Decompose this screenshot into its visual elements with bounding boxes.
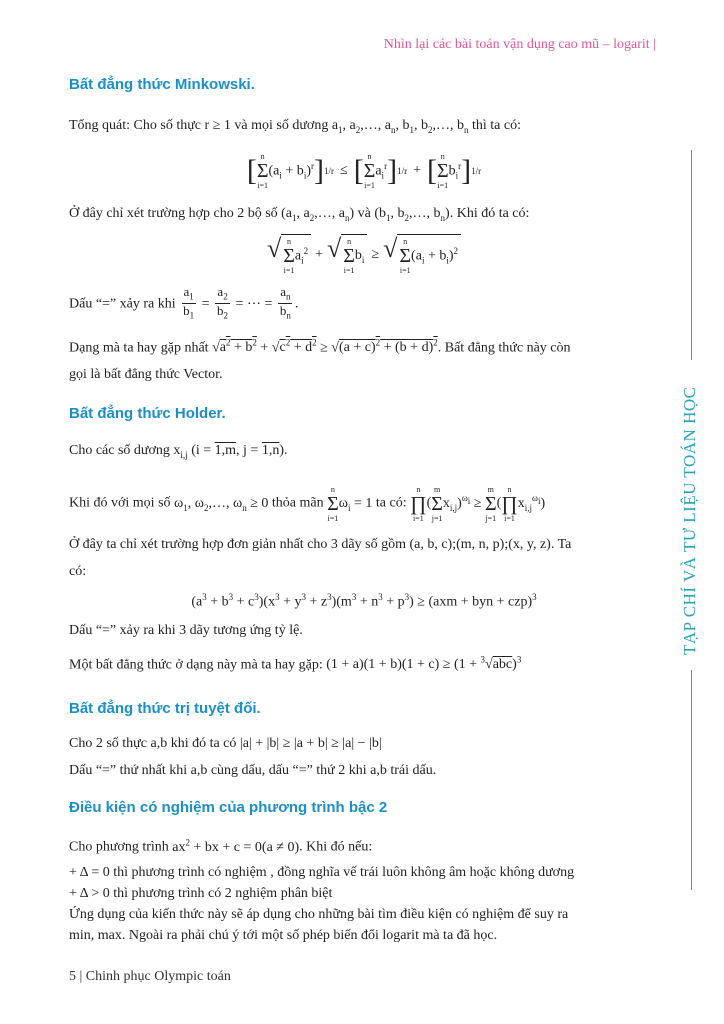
holder-three-sequences-cont: có:: [69, 563, 87, 579]
quadratic-equation: Cho phương trình $ax^2$ + bx + c = 0(a ≠ 0). Khi đó nếu:: [69, 837, 373, 855]
minkowski-intro: Tổng quát: Cho số thực r ≥ 1 và mọi số dương $a_1$, $a_2,\dots$, $a_n$, $b_1$, $b_2,\dots$, $b_n$ thì ta có:: [69, 118, 521, 135]
holder-general: Khi đó với mọi số $\omega_1$, $\omega_2,\dots$, $\omega_n \ge 0$ thỏa mãn n Σ i=1 $\omega_i = 1$ ta có: n ∏ i=1 ( m Σ j=1 $x_{i,j})^{\omega_i}$ ≥ m Σ j=1 ( n ∏ i=1 $x_{i,j}^{\omega_i}$): [69, 484, 546, 523]
quadratic-case-positive: + Δ > 0 thì phương trình có 2 nghiệm phân biệt: [69, 886, 333, 901]
holder-intro: Cho các số dương $x_{i,j}$ (i = 1,m, j = 1,n).: [69, 443, 288, 461]
absolute-statement: Cho 2 số thực a,b khi đó ta có |a| + |b| ≥ |a + b| ≥ |a| − |b|: [69, 736, 382, 752]
sidebar-title: TẠP CHÍ VÀ TƯ LIỆU TOÁN HỌC: [680, 386, 699, 655]
minkowski-equality: Dấu “=” xảy ra khi $\frac{a_1}{b_1}$ = $\frac{a_2}{b_2}$ = ⋯ = $\frac{a_n}{b_n}$ .: [69, 283, 299, 321]
page-footer: 5 | Chinh phục Olympic toán: [69, 969, 231, 984]
sidebar-line-top: [691, 150, 692, 360]
quadratic-case-zero: + Δ = 0 thì phương trình có nghiệm , đồng nghĩa vế trái luôn không âm hoặc không dương: [69, 865, 575, 880]
holder-cubic-formula: $(a^3 + b^3 + c^3)(x^3 + y^3 + z^3)(m^3 + n^3 + p^3) \ge (axm$ + byn + czp)$^3$: [191, 592, 537, 611]
quadratic-application-1: Ứng dụng của kiến thức này sẽ áp dụng cho những bài tìm điều kiện có nghiệm để suy ra: [69, 907, 569, 922]
minkowski-vector-form: Dạng mà ta hay gặp nhất $√a^2 + b^2 + √c^2 + d^2 \ge √(a + c)^2 + (b + d)^2$. Bất đẳng thức này còn: [69, 337, 571, 356]
minkowski-general-formula: [ n Σ i=1 $(a_i + b_i)^r$ ] 1/r ≤ [ n Σ i=1 $a_i^r$ ] 1/r + [ n Σ i=1 $b_i^r$ ] 1/r: [246, 151, 482, 190]
quadratic-application-2: min, max. Ngoài ra phải chú ý tới một số phép biến đổi logarit mà ta đã học.: [69, 928, 498, 943]
section-title-absolute: Bất đẳng thức trị tuyệt đối.: [69, 700, 261, 718]
section-title-minkowski: Bất đẳng thức Minkowski.: [69, 76, 255, 93]
sidebar-line-bottom: [691, 670, 692, 890]
page-header: Nhìn lại các bài toán vận dụng cao mũ – logarit |: [383, 37, 656, 52]
minkowski-root-formula: √ n Σ i=1 $a_i^2$ + √ n Σ i=1 $b_i$ ≥ √ n Σ i=1 $(a_i + b_i)^2$: [69, 233, 659, 277]
minkowski-vector-name: gọi là bất đẳng thức Vector.: [69, 367, 223, 383]
main-content: [69, 70, 659, 946]
holder-common-form: Một bất đẳng thức ở dạng này mà ta hay gặp: $(1 + a)(1 + b)(1 + c) \ge (1 + ^3√abc)^3$: [69, 654, 522, 673]
minkowski-two-sets: Ở đây chỉ xét trường hợp cho 2 bộ số ($a_1$, $a_2,\dots$, $a_n$) và ($b_1$, $b_2,\dots$, $b_n$). Khi đó ta có:: [69, 205, 530, 223]
absolute-equality: Dấu “=” thứ nhất khi a,b cùng dấu, dấu “=” thứ 2 khi a,b trái dấu.: [69, 763, 437, 779]
section-title-quadratic: Điều kiện có nghiệm của phương trình bậc 2: [69, 799, 388, 817]
holder-equality: Dấu “=” xảy ra khi 3 dãy tương ứng tỷ lệ.: [69, 622, 303, 638]
section-title-holder: Bất đẳng thức Holder.: [69, 405, 226, 423]
holder-three-sequences: Ở đây ta chỉ xét trường hợp đơn giản nhất cho 3 dãy số gồm (a, b, c);(m, n, p);(x, y, z). Ta: [69, 536, 572, 552]
